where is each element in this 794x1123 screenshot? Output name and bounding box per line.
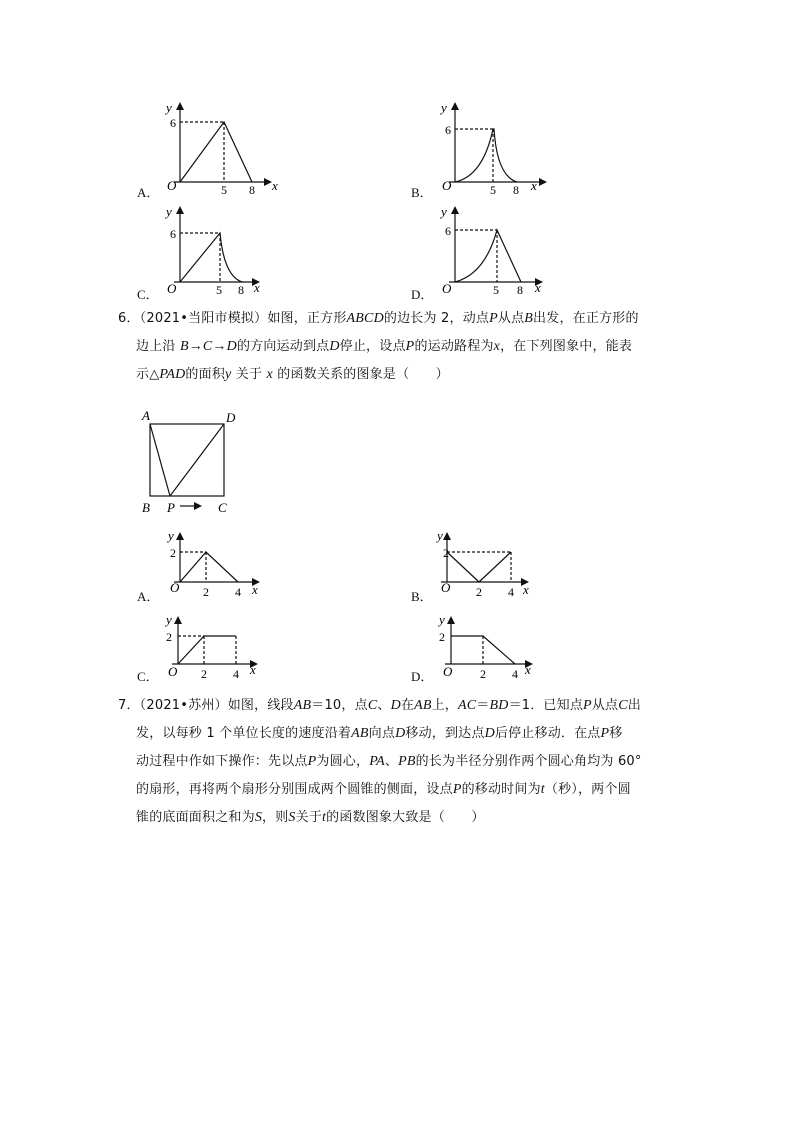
function-curve	[451, 636, 515, 664]
q7-line-4: 的扇形，再将两个扇形分别围成两个圆锥的侧面，设点P的移动时间为t（秒），两个圆	[136, 782, 631, 797]
y-arrow-icon	[451, 102, 459, 110]
y-axis-label: y	[166, 204, 172, 219]
x-axis-label: x	[531, 178, 537, 193]
q6-square-figure	[138, 408, 248, 514]
y-arrow-icon	[176, 532, 184, 540]
segment-ap	[150, 424, 170, 496]
q6-option-d-label[interactable]: D．	[411, 669, 434, 684]
q7-line-3: 动过程中作如下操作：先以点P为圆心，PA、PB的长为半径分别作两个圆心角均为 60°	[136, 754, 642, 769]
y-tick: 2	[170, 546, 176, 560]
q5-option-d-label[interactable]: D．	[411, 287, 434, 302]
q6-option-c-label[interactable]: C．	[137, 669, 159, 684]
origin-label: O	[443, 664, 453, 679]
origin-label: O	[170, 580, 180, 595]
q6-option-b-graph[interactable]	[431, 526, 541, 602]
y-axis-label: y	[437, 528, 443, 543]
y-arrow-icon	[174, 616, 182, 624]
function-curve	[178, 636, 236, 664]
origin-label: O	[167, 178, 177, 193]
question-6-text	[118, 305, 678, 389]
x-tick: 8	[249, 183, 255, 196]
x-tick: 2	[476, 585, 482, 599]
y-axis-label: y	[439, 612, 445, 627]
q5-option-b-label[interactable]: B．	[411, 185, 433, 200]
x-tick: 8	[513, 183, 519, 196]
x-tick: 5	[490, 183, 496, 196]
x-tick: 8	[517, 283, 523, 297]
q6-line-2: 边上沿 B→C→D的方向运动到点D停止，设点P的运动路程为x，在下列图象中，能表	[136, 339, 633, 354]
x-tick: 4	[235, 585, 241, 599]
q5-option-a-label[interactable]: A．	[137, 185, 160, 200]
origin-label: O	[168, 664, 178, 679]
origin-label: O	[442, 281, 452, 296]
vertex-a: A	[142, 408, 150, 423]
vertex-c: C	[218, 500, 227, 514]
y-axis-label: y	[441, 100, 447, 115]
y-axis-label: y	[441, 204, 447, 219]
q6-line-1: 6．（2021•当阳市模拟）如图，正方形ABCD的边长为 2，动点P从点B出发，在正方形的	[118, 311, 639, 326]
origin-label: O	[441, 580, 451, 595]
y-tick: 6	[445, 224, 451, 238]
question-7-text	[118, 692, 678, 832]
x-axis-label: x	[254, 280, 260, 295]
q6-option-d-graph[interactable]	[435, 610, 545, 686]
q7-line-2: 发，以每秒 1 个单位长度的速度沿着AB向点D移动，到达点D后停止移动．在点P移	[136, 726, 623, 741]
q6-option-c-graph[interactable]	[160, 610, 270, 686]
x-tick: 2	[203, 585, 209, 599]
x-axis-label: x	[535, 280, 541, 295]
q6-option-a-graph[interactable]	[160, 526, 270, 602]
function-curve	[180, 122, 252, 182]
y-tick: 6	[170, 227, 176, 241]
origin-label: O	[442, 178, 452, 193]
y-arrow-icon	[176, 206, 184, 214]
y-arrow-icon	[176, 102, 184, 110]
x-tick: 5	[493, 283, 499, 297]
x-axis-label: x	[272, 178, 278, 193]
y-arrow-icon	[443, 532, 451, 540]
x-tick: 4	[512, 667, 518, 681]
y-axis-label: y	[166, 612, 172, 627]
y-tick: 2	[443, 546, 449, 560]
x-arrow-icon	[539, 178, 547, 186]
function-curve	[447, 552, 511, 582]
vertex-b: B	[142, 500, 150, 514]
x-axis-label: x	[525, 662, 531, 677]
q6-line-3: 示△PAD的面积y 关于 x 的函数关系的图象是（ ）	[136, 367, 449, 382]
y-arrow-icon	[451, 206, 459, 214]
q5-option-c-graph[interactable]	[160, 200, 280, 300]
x-tick: 4	[233, 667, 239, 681]
y-tick: 2	[166, 630, 172, 644]
arrow-right-icon	[194, 502, 202, 510]
y-tick: 6	[170, 116, 176, 130]
x-axis-label: x	[523, 582, 529, 597]
x-axis-label: x	[250, 662, 256, 677]
q5-option-d-graph[interactable]	[435, 200, 555, 300]
origin-label: O	[167, 281, 177, 296]
function-curve	[455, 230, 521, 282]
segment-pd	[170, 424, 224, 496]
function-curve	[180, 552, 238, 582]
y-tick: 6	[445, 123, 451, 137]
y-axis-label: y	[166, 100, 172, 115]
function-curve	[180, 233, 242, 282]
x-tick: 2	[201, 667, 207, 681]
x-axis-label: x	[252, 582, 258, 597]
x-tick: 4	[508, 585, 514, 599]
x-tick: 8	[238, 283, 244, 297]
x-tick: 5	[216, 283, 222, 297]
y-arrow-icon	[447, 616, 455, 624]
q5-option-c-label[interactable]: C．	[137, 287, 159, 302]
q7-line-1: 7．（2021•苏州）如图，线段AB＝10，点C、D在AB上，AC＝BD＝1．已知点P从点C出	[118, 698, 641, 713]
point-p: P	[167, 500, 175, 514]
vertex-d: D	[226, 410, 236, 425]
y-axis-label: y	[168, 528, 174, 543]
y-tick: 2	[439, 630, 445, 644]
q7-line-5: 锥的底面面积之和为S，则S关于t的函数图象大致是（ ）	[136, 810, 485, 825]
q5-option-a-graph[interactable]	[160, 96, 280, 196]
square-abcd	[150, 424, 224, 496]
q5-option-b-graph[interactable]	[435, 96, 555, 196]
x-tick: 2	[480, 667, 486, 681]
function-curve	[455, 129, 517, 182]
x-arrow-icon	[264, 178, 272, 186]
x-tick: 5	[221, 183, 227, 196]
q6-option-b-label[interactable]: B．	[411, 589, 433, 604]
q6-option-a-label[interactable]: A．	[137, 589, 160, 604]
